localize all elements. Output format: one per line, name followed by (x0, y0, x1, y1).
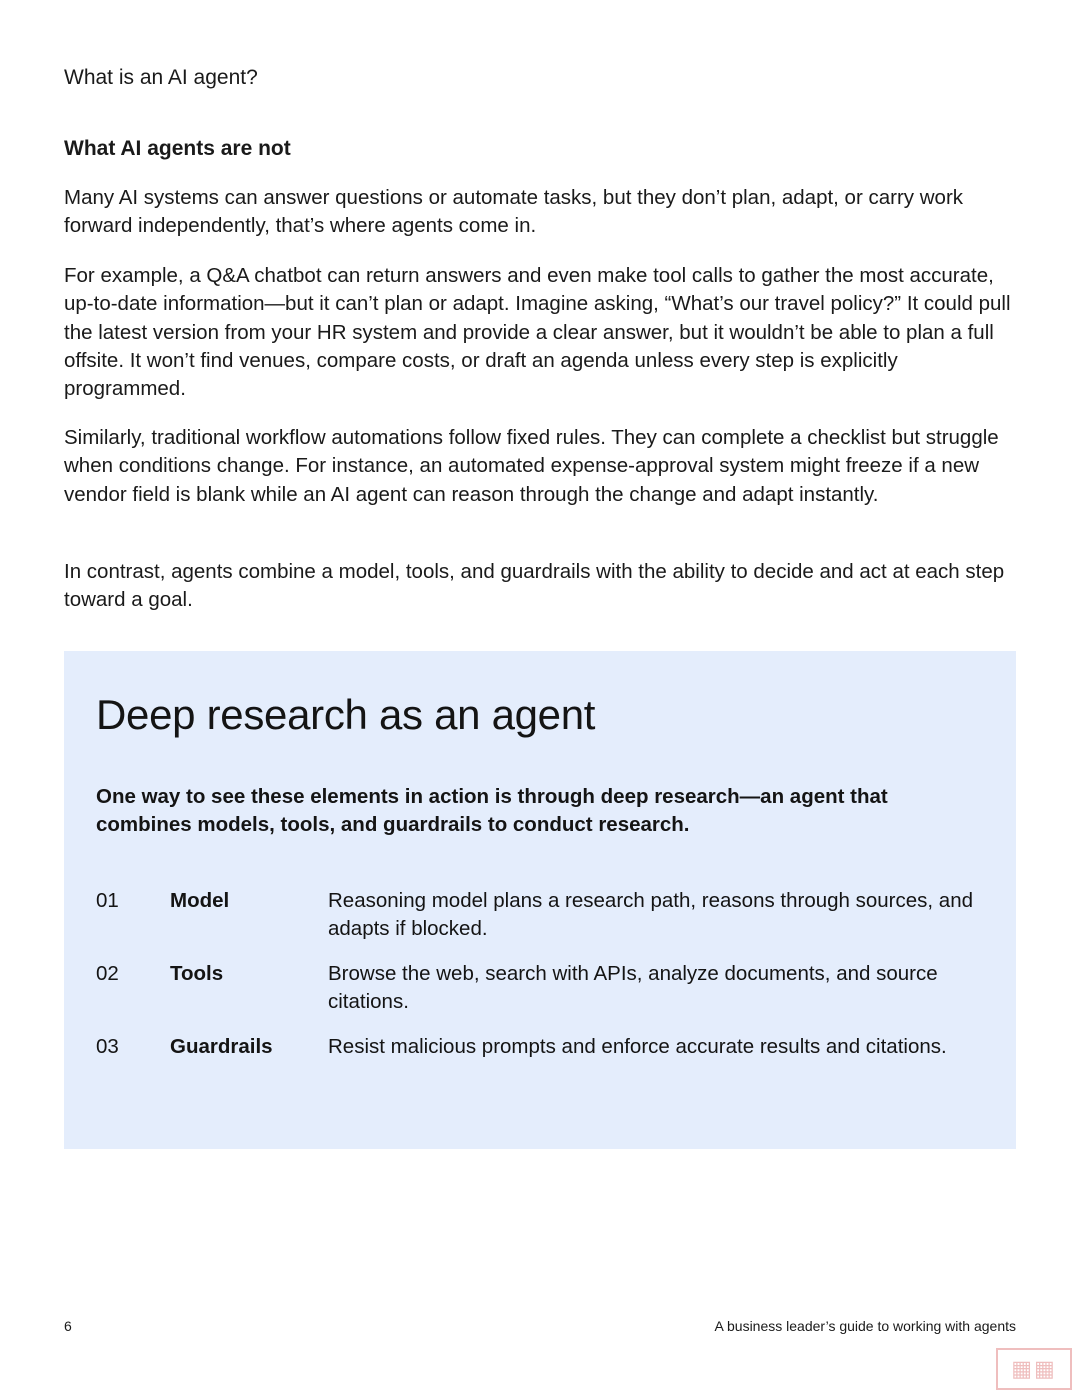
row-name: Guardrails (170, 1035, 273, 1058)
subheading: What AI agents are not (64, 137, 291, 160)
row-description: Reasoning model plans a research path, reasons through sources, and adapts if blocked. (328, 889, 974, 941)
row-description: Resist malicious prompts and enforce accurate results and citations. (328, 1035, 947, 1058)
page-number: 6 (64, 1318, 72, 1334)
row-name: Model (170, 889, 230, 912)
row-name: Tools (170, 962, 224, 985)
watermark-stamp: ▦▦ (996, 1348, 1072, 1390)
paragraph-2: For example, a Q&A chatbot can return answers and even make tool calls to gather the most accurate, up-to-date information—but it can’t plan or adapt. Imagine asking, “What’s our travel policy?” It could pull the latest version from your HR system and provide a clear answer, but it wouldn’t be able to plan a full offsite. It won’t find venues, compare costs, or draft an agenda unless every step is explicitly programmed. (64, 264, 1011, 401)
row-number: 01 (96, 889, 119, 912)
footer-doc-title: A business leader’s guide to working with agents (714, 1318, 1016, 1334)
paragraph-3: Similarly, traditional workflow automations follow fixed rules. They can complete a checklist but struggle when conditions change. For instance, an automated expense-approval system might freeze if a new vendor field is blank while an AI agent can reason through the change and adapt instantly. (64, 426, 999, 506)
callout-title: Deep research as an agent (96, 691, 596, 738)
section-label: What is an AI agent? (64, 66, 258, 89)
row-number: 02 (96, 962, 119, 985)
callout-lead: One way to see these elements in action is through deep research—an agent that combines models, tools, and guardrails to conduct research. (96, 785, 888, 837)
paragraph-4: In contrast, agents combine a model, tools, and guardrails with the ability to decide and act at each step toward a goal. (64, 560, 1005, 612)
callout-box (64, 651, 1016, 1149)
row-number: 03 (96, 1035, 119, 1058)
row-description: Browse the web, search with APIs, analyze documents, and source citations. (328, 962, 938, 1014)
paragraph-1: Many AI systems can answer questions or automate tasks, but they don’t plan, adapt, or carry work forward independently, that’s where agents come in. (64, 186, 964, 238)
